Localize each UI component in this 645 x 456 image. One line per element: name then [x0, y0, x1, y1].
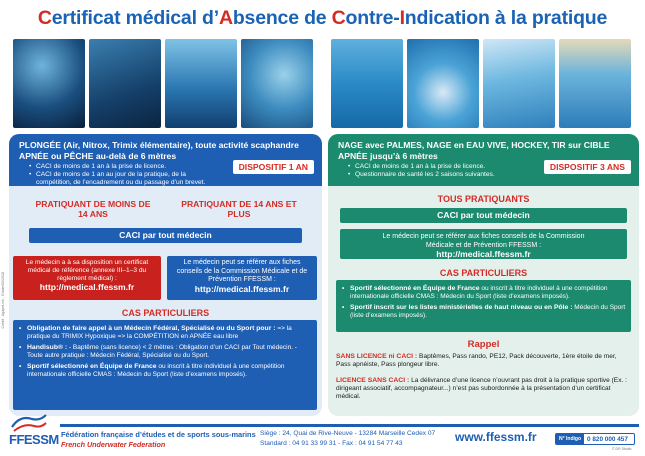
pub-over-14: PRATIQUANT DE 14 ANS ET PLUS: [181, 199, 297, 219]
dispositif-badge: DISPOSITIF 1 AN: [233, 160, 314, 174]
advice-link[interactable]: http://medical.ffessm.fr: [436, 249, 531, 260]
advice-sheets-box: [340, 229, 627, 259]
photo-diver-torch: [89, 39, 161, 128]
list-item: • CACI de moins de 1 an à la prise de licence.: [29, 163, 209, 171]
rappel-label: SANS LICENCE ni CACI :: [336, 353, 418, 360]
federation-name-en: French Underwater Federation: [61, 440, 166, 449]
photo-hockey: [483, 39, 555, 128]
cas-text: Médecin du Sport (liste d’examens imposés).: [350, 304, 626, 319]
title-text: bsence de: [232, 7, 332, 29]
panel-swimming: [328, 134, 639, 416]
list-item: [342, 285, 627, 301]
photo-target-shooting: [559, 39, 631, 128]
photo-credit: Crédit : AgapeLink - Grade/03/2018: [1, 272, 5, 329]
ffessm-logo-text: FFESSM: [9, 432, 59, 447]
list-item: [342, 304, 627, 320]
caci-label: CACI par tout médecin: [119, 230, 212, 240]
photo-fin-swimmer: [331, 39, 403, 128]
title-cap: I: [399, 7, 405, 29]
title-cap: A: [218, 7, 233, 29]
swimming-bullets: [338, 163, 528, 179]
rappel-label: LICENCE SANS CACI :: [336, 377, 410, 384]
rappel-item: [336, 377, 632, 402]
advice-text: Le médecin peut se référer aux fiches conseils de la Commission Médicale et de Prévention FFESSM :: [176, 259, 308, 284]
caci-box: [340, 208, 627, 223]
list-item: • Questionnaire de santé les 2 saisons suivantes.: [348, 171, 528, 179]
caci-label: CACI par tout médecin: [437, 210, 530, 220]
photo-strip-swimming: [331, 39, 631, 128]
photo-whitewater: [407, 39, 479, 128]
tous-pratiquants: TOUS PRATIQUANTS: [437, 194, 530, 204]
cas-bold: Handisub® :: [27, 344, 68, 351]
cas-bold: Sportif sélectionné en Équipe de France: [350, 285, 480, 292]
cas-particuliers-title: CAS PARTICULIERS: [439, 268, 528, 278]
rappel-text: Baptêmes, Pass rando, PE12, Pack découverte, 1ère étoile de mer, Pass apnéiste, Pass plongeur libre.: [336, 353, 617, 369]
reference-text: Le médecin a à sa disposition un certificat médical de référence (annexe III–1–3 du règlement médical) :: [25, 259, 149, 282]
title-text: ertificat médical d’: [51, 7, 219, 29]
title-cap: C: [331, 7, 346, 29]
cas-bold: Obligation de faire appel à un Médecin Fédéral, Spécialisé ou du Sport pour :: [27, 325, 276, 332]
advice-text: Le médecin peut se référer aux fiches conseils de la Commission Médicale et de Prévention FFESSM :: [382, 233, 585, 249]
dispositif-badge: DISPOSITIF 3 ANS: [544, 160, 631, 174]
list-item: [19, 325, 313, 341]
indigo-number-badge[interactable]: [555, 433, 635, 445]
cas-list: [342, 285, 627, 323]
list-item: • CACI de moins de 1 an au jour de la pratique, de la compétition, de l’encadrement ou du passage d’un brevet.: [29, 171, 209, 187]
reference-link[interactable]: http://medical.ffessm.fr: [39, 282, 135, 292]
list-item: • CACI de moins de 1 an à la prise de licence.: [348, 163, 528, 171]
photo-divers: [13, 39, 85, 128]
cas-text: => la pratique du TRIMIX Hypoxique => la COMPÉTITION en APNÉE eau libre: [27, 325, 292, 340]
indigo-number: 0 820 000 457: [587, 435, 628, 443]
swimming-header: NAGE avec PALMES, NAGE en EAU VIVE, HOCKEY, TIR sur CIBLE APNÉE jusqu’à 6 mètres: [338, 140, 610, 161]
diving-header: PLONGÉE (Air, Nitrox, Trimix élémentaire), toute activité scaphandre APNÉE ou PÊCHE au-delà de 6 mètres: [19, 140, 299, 161]
address: Siège : 24, Quai de Rive-Neuve - 13284 Marseille Cedex 07: [260, 430, 436, 437]
page-title: [0, 7, 645, 30]
advice-sheets-box: [167, 256, 317, 300]
footer-rule: [60, 424, 639, 427]
photo-freediver: [165, 39, 237, 128]
website-link[interactable]: www.ffessm.fr: [455, 430, 537, 444]
pub-under-14: PRATIQUANT DE MOINS DE 14 ANS: [35, 199, 151, 219]
federation-name: Fédération française d’études et de sports sous-marins: [61, 430, 256, 439]
cas-text: - Baptême (sans licence) < 2 mètres : Obligation d’un CACI par Tout médecin. - Toute autre pratique : Médecin Fédéral, Spécialisé ou du Sport.: [27, 344, 297, 359]
studio-credit: © DR Studio: [612, 447, 632, 451]
title-text: ontre-: [345, 7, 400, 29]
cas-list: [19, 325, 313, 382]
title-text: ndication à la pratique: [404, 7, 608, 29]
rappel-item: [336, 353, 632, 369]
diving-bullets: [19, 163, 209, 188]
cas-text: ou inscrit à titre individuel à une compétition internationale officielle CMAS : Médecin du Sport (liste d’examens imposés).: [27, 363, 285, 378]
caci-box: [29, 228, 302, 243]
title-cap: C: [37, 7, 52, 29]
cas-text: ou inscrit à titre individuel à une compétition internationale officielle CMAS : Médecin du Sport (liste d’examens imposés).: [350, 285, 608, 300]
phone: Standard : 04 91 33 99 31 - Fax : 04 91 54 77 43: [260, 440, 403, 447]
cas-particuliers-title: CAS PARTICULIERS: [121, 308, 210, 318]
cas-bold: Sportif inscrit sur les listes ministérielles de haut niveau ou en Pôle :: [350, 304, 573, 311]
list-item: [19, 363, 313, 379]
photo-strip-diving: [13, 39, 313, 128]
rappel-title: Rappel: [467, 339, 500, 350]
rappel-text: La délivrance d’une licence n’ouvrant pas droit à la pratique sportive (Ex. : dirigeant associatif, accompagnateur...) n’est pas subordonnée à la présentation d’un certificat médical.: [336, 377, 627, 401]
list-item: [19, 344, 313, 360]
panel-diving: [9, 134, 322, 416]
photo-spearfishing: [241, 39, 313, 128]
ffessm-logo-icon: [10, 411, 48, 433]
indigo-label: N° Indigo: [556, 434, 584, 444]
diving-header-band: [9, 134, 322, 186]
cas-bold: Sportif sélectionné en Équipe de France: [27, 363, 157, 370]
advice-link[interactable]: http://medical.ffessm.fr: [194, 283, 290, 294]
swimming-header-band: [328, 134, 639, 186]
reference-certificate-box: [13, 256, 161, 300]
